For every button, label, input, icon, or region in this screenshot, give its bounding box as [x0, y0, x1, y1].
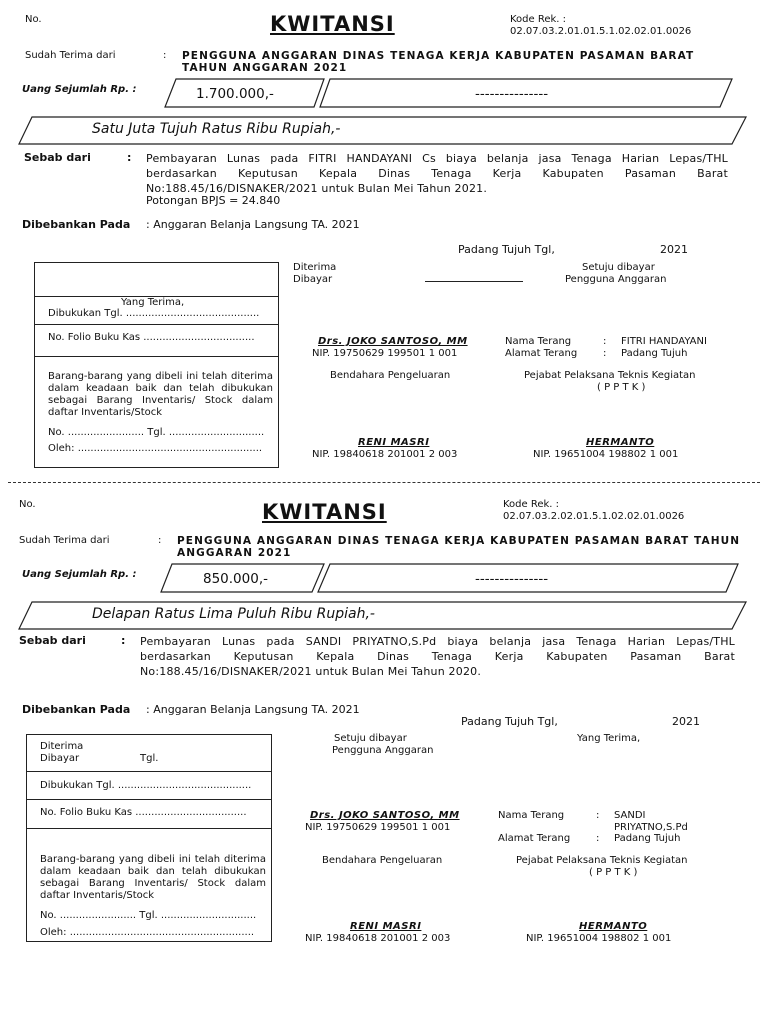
- address-label: Alamat Terang: [505, 348, 578, 359]
- clear-name-label: Nama Terang: [505, 336, 572, 347]
- official-1-nip: NIP. 19750629 199501 1 001: [312, 348, 458, 359]
- cut-line: [8, 482, 760, 483]
- place-date: Padang Tujuh Tgl,: [461, 715, 558, 728]
- treasurer-title: Bendahara Pengeluaran: [322, 855, 443, 866]
- official-3-nip: NIP. 19651004 198802 1 001: [533, 449, 679, 460]
- paid-label: Dibayar: [40, 753, 80, 764]
- official-3-name: HERMANTO: [579, 921, 648, 932]
- official-2-nip: NIP. 19840618 201001 2 003: [312, 449, 458, 460]
- reason-label: Sebab dari: [24, 151, 91, 164]
- receipt-1: [0, 0, 768, 482]
- reason-extra: Potongan BPJS = 24.840: [146, 194, 281, 207]
- charged-value: : Anggaran Belanja Langsung TA. 2021: [146, 218, 360, 231]
- received-from-value: PENGGUNA ANGGARAN DINAS TENAGA KERJA KABUPATEN PASAMAN BARAT TAHUN ANGGARAN 2021: [177, 535, 741, 559]
- recipient-label: Yang Terima,: [121, 297, 185, 308]
- address-colon: :: [603, 348, 607, 359]
- address-value: Padang Tujuh: [614, 833, 681, 844]
- reason-colon: :: [127, 151, 132, 164]
- goods-by: Oleh: ..........................................................: [48, 443, 263, 454]
- reason-text: Pembayaran Lunas pada SANDI PRIYATNO,S.Pd biaya belanja jasa Tenaga Harian Lepas/THL berdasarkan Keputusan Kepala Dinas Tenaga Kerja Kabupaten Pasaman Barat No:188.45/16/DISNAKER/2021 untuk Bulan Mei Tahun 2020.: [140, 635, 735, 678]
- clear-name-colon: :: [596, 810, 600, 821]
- no-label: No.: [19, 499, 36, 510]
- charged-label: Dibebankan Pada: [22, 703, 131, 716]
- booked-date: Dibukukan Tgl. ..........................................: [40, 780, 252, 791]
- address-value: Padang Tujuh: [621, 348, 688, 359]
- goods-statement: Barang-barang yang dibeli ini telah diterima dalam keadaan baik dan telah dibukukan sebagai Barang Inventaris/ Stock dalam daftar Inventaris/Stock: [40, 854, 266, 901]
- budget-user-label: Pengguna Anggaran: [565, 274, 667, 285]
- official-1-name: Drs. JOKO SANTOSO, MM: [318, 336, 468, 347]
- recipient-label: Yang Terima,: [577, 733, 641, 744]
- amount-blank: ---------------: [475, 571, 549, 587]
- amount-blank: ---------------: [475, 86, 549, 102]
- approved-label: Setuju dibayar: [334, 733, 407, 744]
- official-2-nip: NIP. 19840618 201001 2 003: [305, 933, 451, 944]
- verification-box: [34, 262, 279, 468]
- official-1-name: Drs. JOKO SANTOSO, MM: [310, 810, 460, 821]
- reason-colon: :: [121, 634, 126, 647]
- kode-rek-value: 02.07.03.2.01.01.5.1.02.02.01.0026: [510, 26, 692, 37]
- budget-user-label: Pengguna Anggaran: [332, 745, 434, 756]
- amount-label: Uang Sejumlah Rp. :: [22, 84, 137, 95]
- verification-box: [26, 734, 272, 942]
- folio-number: No. Folio Buku Kas ...................................: [40, 807, 247, 818]
- official-3-name: HERMANTO: [586, 437, 655, 448]
- received-from-label: Sudah Terima dari: [19, 535, 110, 546]
- clear-name-value: SANDI PRIYATNO,S.Pd: [614, 810, 688, 833]
- goods-no-date: No. ........................ Tgl. ..............................: [40, 910, 257, 921]
- receipt-title: KWITANSI: [262, 500, 387, 524]
- receipt-title: KWITANSI: [270, 12, 395, 36]
- received-from-label: Sudah Terima dari: [25, 50, 116, 61]
- place-date: Padang Tujuh Tgl,: [458, 243, 555, 256]
- year: 2021: [672, 715, 700, 728]
- charged-value: : Anggaran Belanja Langsung TA. 2021: [146, 703, 360, 716]
- pptk-abbr: ( P P T K ): [589, 867, 638, 878]
- colon: :: [163, 50, 167, 61]
- date-label: Tgl.: [140, 753, 159, 764]
- no-label: No.: [25, 14, 42, 25]
- year: 2021: [660, 243, 688, 256]
- reason-label: Sebab dari: [19, 634, 86, 647]
- kode-rek-label: Kode Rek. :: [510, 14, 567, 25]
- kode-rek-label: Kode Rek. :: [503, 499, 560, 510]
- pptk-title: Pejabat Pelaksana Teknis Kegiatan: [524, 370, 696, 381]
- charged-label: Dibebankan Pada: [22, 218, 131, 231]
- official-1-nip: NIP. 19750629 199501 1 001: [305, 822, 451, 833]
- kode-rek-value: 02.07.03.2.02.01.5.1.02.02.01.0026: [503, 511, 685, 522]
- paid-label: Dibayar: [293, 274, 333, 285]
- address-colon: :: [596, 833, 600, 844]
- clear-name-label: Nama Terang: [498, 810, 565, 821]
- amount-value: 1.700.000,-: [196, 86, 274, 102]
- amount-label: Uang Sejumlah Rp. :: [22, 569, 137, 580]
- folio-number: No. Folio Buku Kas ...................................: [48, 332, 255, 343]
- received-from-value: PENGGUNA ANGGARAN DINAS TENAGA KERJA KABUPATEN PASAMAN BARAT TAHUN ANGGARAN 2021: [182, 50, 695, 74]
- booked-date: Dibukukan Tgl. ..........................................: [48, 308, 260, 319]
- amount-words: Satu Juta Tujuh Ratus Ribu Rupiah,-: [92, 121, 341, 137]
- goods-by: Oleh: ..........................................................: [40, 927, 255, 938]
- official-2-name: RENI MASRI: [350, 921, 422, 932]
- goods-no-date: No. ........................ Tgl. ..............................: [48, 427, 265, 438]
- clear-name-colon: :: [603, 336, 607, 347]
- received-label: Diterima: [40, 741, 84, 752]
- approved-label: Setuju dibayar: [582, 262, 655, 273]
- official-2-name: RENI MASRI: [358, 437, 430, 448]
- treasurer-title: Bendahara Pengeluaran: [330, 370, 451, 381]
- amount-words: Delapan Ratus Lima Puluh Ribu Rupiah,-: [92, 606, 375, 622]
- colon: :: [158, 535, 162, 546]
- goods-statement: Barang-barang yang dibeli ini telah diterima dalam keadaan baik dan telah dibukukan sebagai Barang Inventaris/ Stock dalam daftar Inventaris/Stock: [48, 371, 273, 418]
- clear-name-value: FITRI HANDAYANI: [621, 336, 707, 347]
- received-label: Diterima: [293, 262, 337, 273]
- pptk-abbr: ( P P T K ): [597, 382, 646, 393]
- official-3-nip: NIP. 19651004 198802 1 001: [526, 933, 672, 944]
- address-label: Alamat Terang: [498, 833, 571, 844]
- amount-value: 850.000,-: [203, 571, 268, 587]
- pptk-title: Pejabat Pelaksana Teknis Kegiatan: [516, 855, 688, 866]
- reason-text: Pembayaran Lunas pada FITRI HANDAYANI Cs biaya belanja jasa Tenaga Harian Lepas/THL berdasarkan Keputusan Kepala Dinas Tenaga Kerja Kabupaten Pasaman Barat No:188.45/16/DISNAKER/2021 untuk Bulan Mei Tahun 2021.: [146, 152, 728, 195]
- paid-signature-line: [425, 281, 523, 282]
- receipt-2: [0, 484, 768, 1024]
